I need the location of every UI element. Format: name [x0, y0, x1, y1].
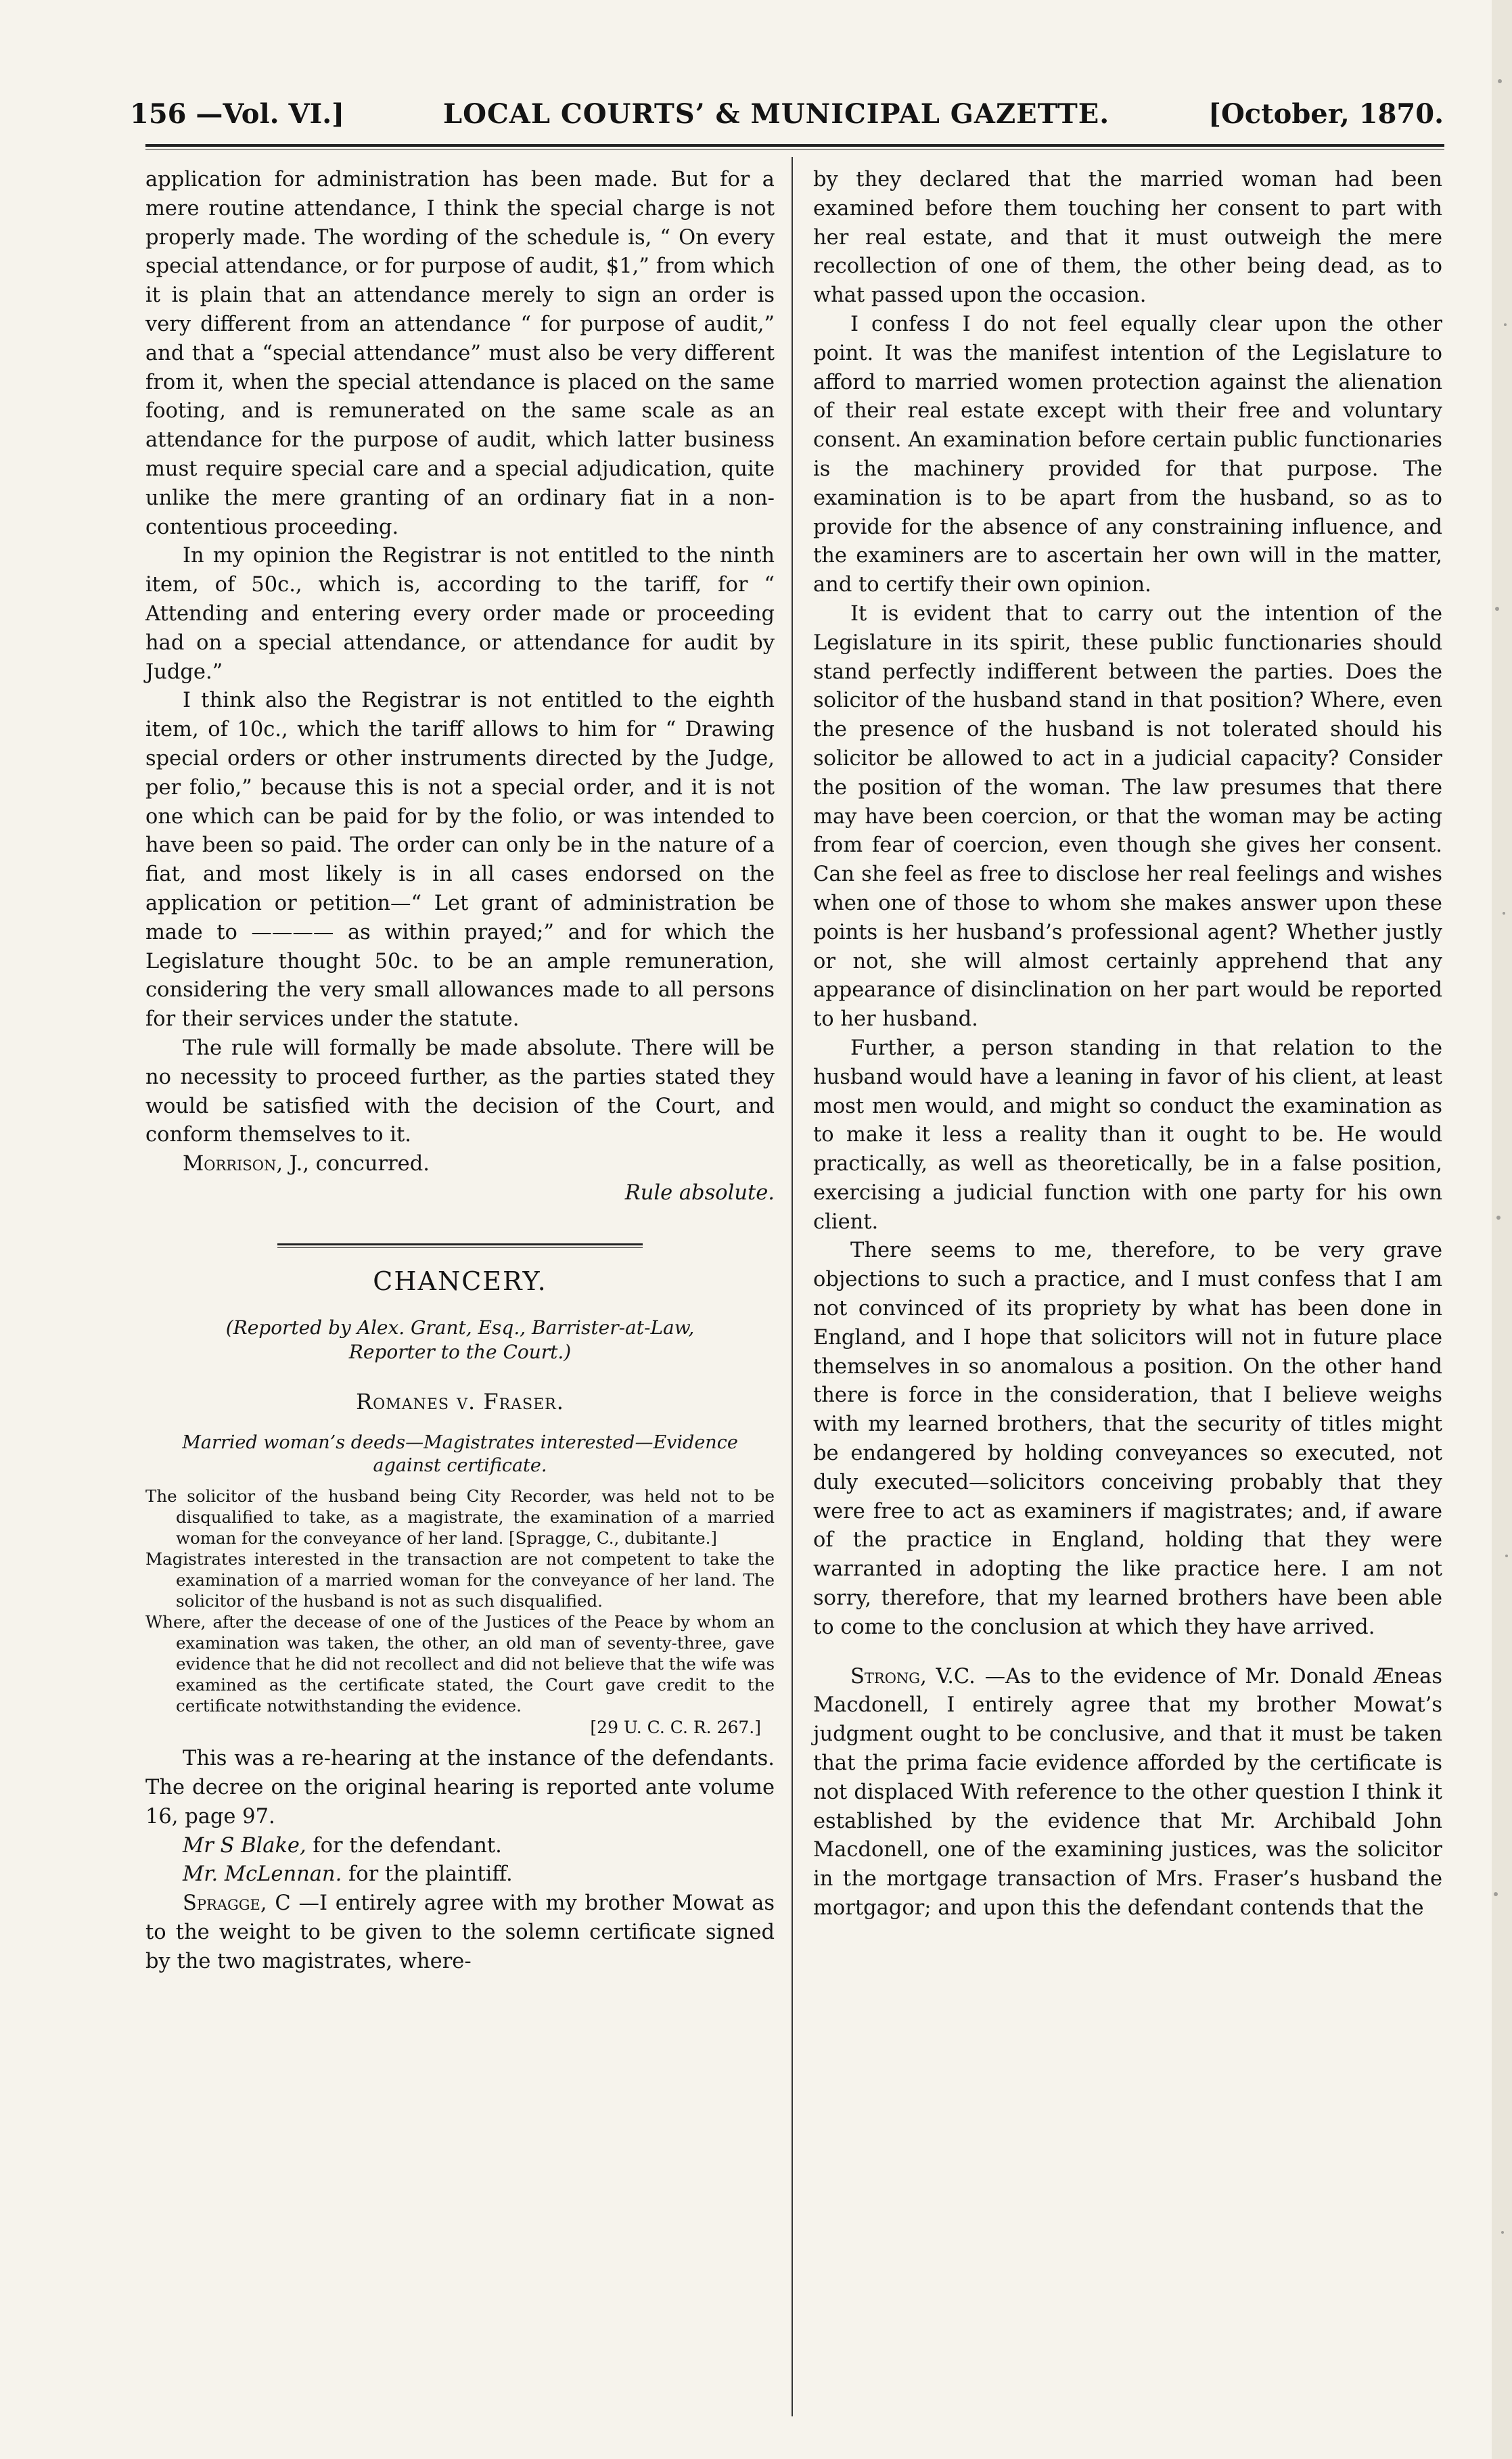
judgment-paragraph: Strong, V.C. —As to the evidence of Mr. Donald Æneas Macdonell, I entirely agree that my brother Mowat’s judgment ought to be conclusive, and that it must be taken that the prima facie evidence afforded by the certificate is not displaced With reference to the other question I think it established by the evidence that Mr. Archibald John Macdonell, one of the examining justices, was the solicitor in the mortgage transaction of Mrs. Fraser’s husband the mortgagor; and upon this the defendant contends that the	[813, 1664, 1442, 1921]
headnote: Where, after the decease of one of the Justices of the Peace by whom an examination was taken, the other, an old man of seventy-three, gave evidence that he did not recollect and did not believe that the wife was examined as the certificate stated, the Court gave credit to the certificate notwithstanding the evidence.	[145, 1612, 775, 1716]
page-edge-speckle	[1465, 0, 1512, 2459]
paragraph: The rule will formally be made absolute. There will be no necessity to proceed further, as the parties stated they would be satisfied with the decision of the Court, and conform themselves to it.	[145, 1036, 775, 1147]
headnotes	[145, 1486, 775, 1716]
headnote: The solicitor of the husband being City Recorder, was held not to be disqualified to take, as a magistrate, the examination of a married woman for the conveyance of her land. [Spragge, C., dubitante.]	[145, 1486, 775, 1548]
right-column	[813, 166, 1442, 1923]
publication-title: LOCAL COURTS’ & MUNICIPAL GAZETTE.	[442, 97, 1110, 130]
paragraph: Further, a person standing in that relation to the husband would have a leaning in favor of his client, at least most men would, and might so conduct the examination as to make it less a reality than it ought to be. He would practically, as well as theoretically, be in a false position, exercising a judicial function with one party for his own client.	[813, 1036, 1442, 1234]
headnote-title: Married woman’s deeds—Magistrates interested—Evidence against certificate.	[182, 1432, 738, 1477]
section-rule	[277, 1243, 643, 1248]
column-divider	[792, 157, 793, 2416]
reporter-credit: (Reported by Alex. Grant, Esq., Barrister-at-Law, Reporter to the Court.)	[225, 1316, 695, 1364]
paragraph: There seems to me, therefore, to be very grave objections to such a practice, and I must confess that I am not convinced of its propriety by what has been done in England, and I hope that solicitors will not in future place themselves in so anomalous a position. On the other hand there is force in the consideration, that I believe weighs with my learned brothers, that the security of titles might be endangered by holding conveyances so executed, not duly executed—solicitors conceiving probably that they were free to act as examiners if magistrates; and, if aware of the practice in England, holding that they were warranted in adopting the like practice here. I am not sorry, therefore, that my learned brothers have been able to come to the conclusion at which they have arrived.	[813, 1239, 1442, 1639]
issue-date: [October, 1870.	[1208, 97, 1444, 130]
judge-name: Strong, V.C.	[850, 1664, 976, 1688]
paragraph: I think also the Registrar is not entitled to the eighth item, of 10c., which the tariff allows to him for “ Drawing special orders or other instruments directed by the Judge, per folio,” because this is not a special order, and it is not one which can be paid for by the folio, or was intended to have been so paid. The order can only be in the nature of a fiat, and most likely is in all cases endorsed on the application or petition—“ Let grant of administration be made to ———— as within prayed;” and for which the Legislature thought 50c. to be an ample remuneration, considering the very small allowances made to all persons for their services under the statute.	[145, 689, 775, 1032]
paragraph: This was a re-hearing at the instance of the defendants. The decree on the original hearing is reported ante volume 16, page 97.	[145, 1747, 775, 1829]
left-column	[145, 166, 775, 1977]
page-volume: 156 —Vol. VI.]	[130, 97, 345, 130]
case-title: Romanes v. Fraser.	[356, 1389, 564, 1415]
rule-absolute: Rule absolute.	[624, 1180, 775, 1205]
counsel-line: Mr S Blake, for the defendant.	[183, 1833, 502, 1858]
header-rule	[145, 144, 1444, 150]
section-heading: CHANCERY.	[373, 1266, 547, 1296]
judge-name: Morrison, J.,	[183, 1152, 309, 1176]
paragraph: I confess I do not feel equally clear upon the other point. It was the manifest intention of the Legislature to afford to married women protection against the alienation of their real estate except with their free and voluntary consent. An examination before certain public functionaries is the machinery provided for that purpose. The examination is to be apart from the husband, so as to provide for the absence of any constraining influence, and the examiners are to ascertain her own will in the matter, and to certify their own opinion.	[813, 312, 1442, 597]
concurrence: Morrison, J., concurred.	[183, 1152, 430, 1176]
judge-name: Spragge, C	[183, 1891, 291, 1916]
judgment-paragraph: Spragge, C —I entirely agree with my brother Mowat as to the weight to be given to the solemn certificate signed by the two magistrates, where-	[145, 1891, 775, 1973]
paragraph: by they declared that the married woman had been examined before them touching her consent to part with her real estate, and that it must outweigh the mere recollection of one of them, the other being dead, as to what passed upon the occasion.	[813, 168, 1442, 308]
citation: [29 U. C. C. R. 267.]	[590, 1718, 761, 1738]
paragraph: In my opinion the Registrar is not entitled to the ninth item, of 50c., which is, according to the tariff, for “ Attending and entering every order made or proceeding had on a special attendance, or attendance for audit by Judge.”	[145, 544, 775, 684]
page-header	[130, 87, 1444, 141]
headnote: Magistrates interested in the transaction are not competent to take the examination of a married woman for the conveyance of her land. The solicitor of the husband is not as such disqualified.	[145, 1549, 775, 1611]
counsel-line: Mr. McLennan. for the plaintiff.	[183, 1862, 513, 1887]
paragraph: application for administration has been made. But for a mere routine attendance, I think the special charge is not properly made. The wording of the schedule is, “ On every special attendance, or for purpose of audit, $1,” from which it is plain that an attendance merely to sign an order is very different from an attendance “ for purpose of audit,” and that a “special attendance” must also be very different from it, when the special attendance is placed on the same footing, and is remunerated on the same scale as an attendance for the purpose of audit, which latter business must require special care and a special adjudication, quite unlike the mere granting of an ordinary fiat in a non-contentious proceeding.	[145, 168, 775, 539]
paragraph: It is evident that to carry out the intention of the Legislature in its spirit, these public functionaries should stand perfectly indifferent between the parties. Does the solicitor of the husband stand in that position? Where, even the presence of the husband is not tolerated should his solicitor be allowed to act in a judicial capacity? Consider the position of the woman. The law presumes that there may have been coercion, or that the woman may be acting from fear of coercion, even though she gives her consent. Can she feel as free to disclose her real feelings and wishes when one of those to whom she makes answer upon these points is her husband’s professional agent? Whether justly or not, she will almost certainly apprehend that any appearance of disinclination on her part would be reported to her husband.	[813, 601, 1442, 1032]
